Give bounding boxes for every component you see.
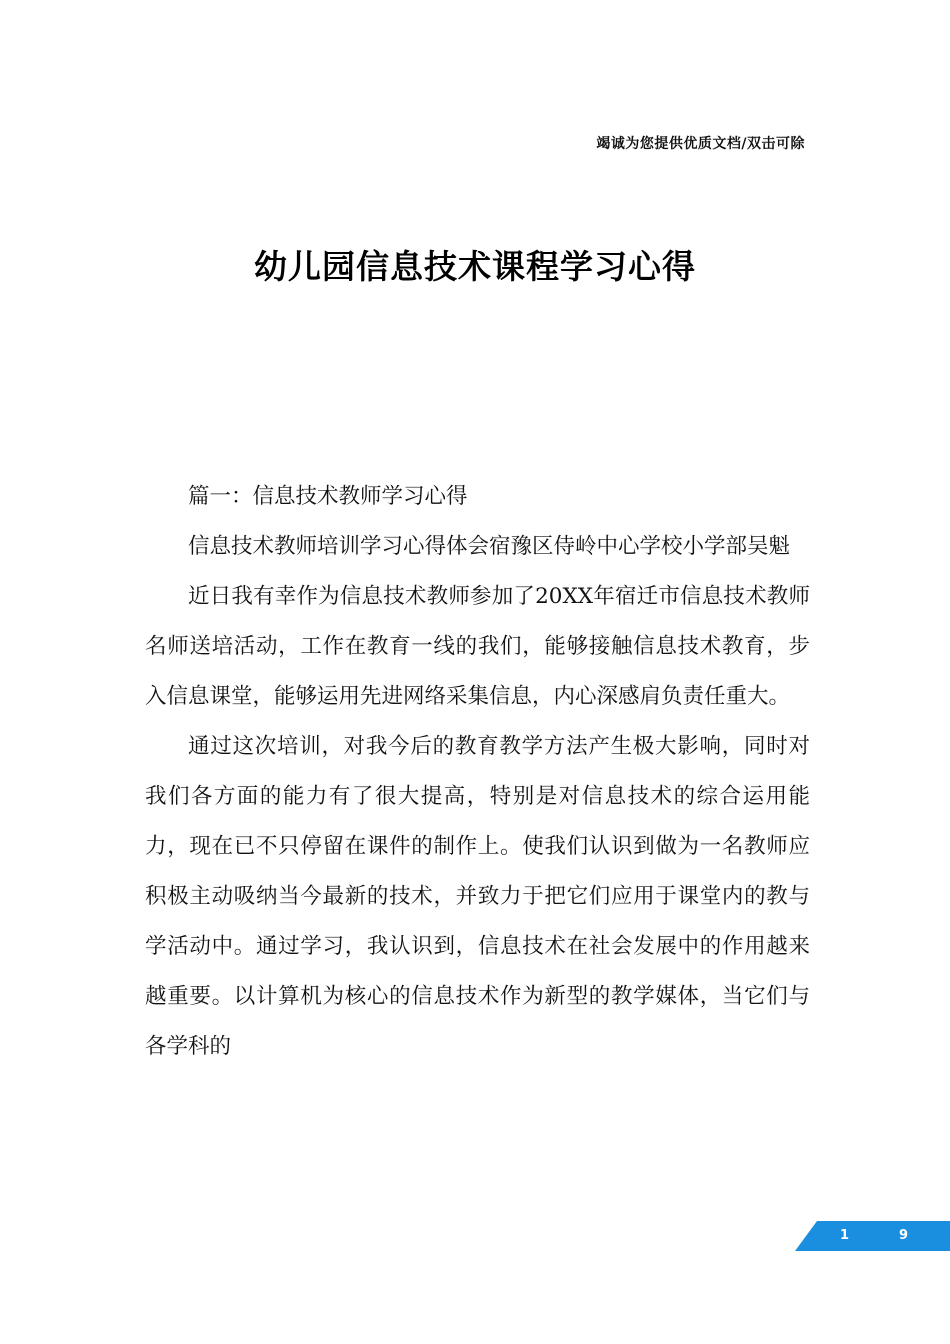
document-body [145,472,810,1072]
page-bar-shape [795,1221,950,1251]
page-number-bar [795,1221,950,1251]
paragraph-body-1: 近日我有幸作为信息技术教师参加了20XX年宿迁市信息技术教师名师送培活动，工作在教育一线的我们，能够接触信息技术教育，步入信息课堂，能够运用先进网络采集信息，内心深感肩负责任重大。 [145,584,810,709]
page-total-number: 9 [899,1228,909,1243]
header-note: 竭诚为您提供优质文档/双击可除 [596,136,805,152]
paragraph-section-heading: 篇一：信息技术教师学习心得 [188,484,468,509]
paragraph-author-line: 信息技术教师培训学习心得体会宿豫区侍岭中心学校小学部吴魁 [188,534,791,559]
paragraph-body-2: 通过这次培训，对我今后的教育教学方法产生极大影响，同时对我们各方面的能力有了很大提高，特别是对信息技术的综合运用能力，现在已不只停留在课件的制作上。使我们认识到做为一名教师应积极主动吸纳当今最新的技术，并致力于把它们应用于课堂内的教与学活动中。通过学习，我认识到，信息技术在社会发展中的作用越来越重要。以计算机为核心的信息技术作为新型的教学媒体，当它们与各学科的 [145,734,810,1059]
page-current-number: 1 [840,1228,850,1243]
document-title: 幼儿园信息技术课程学习心得 [254,247,696,286]
